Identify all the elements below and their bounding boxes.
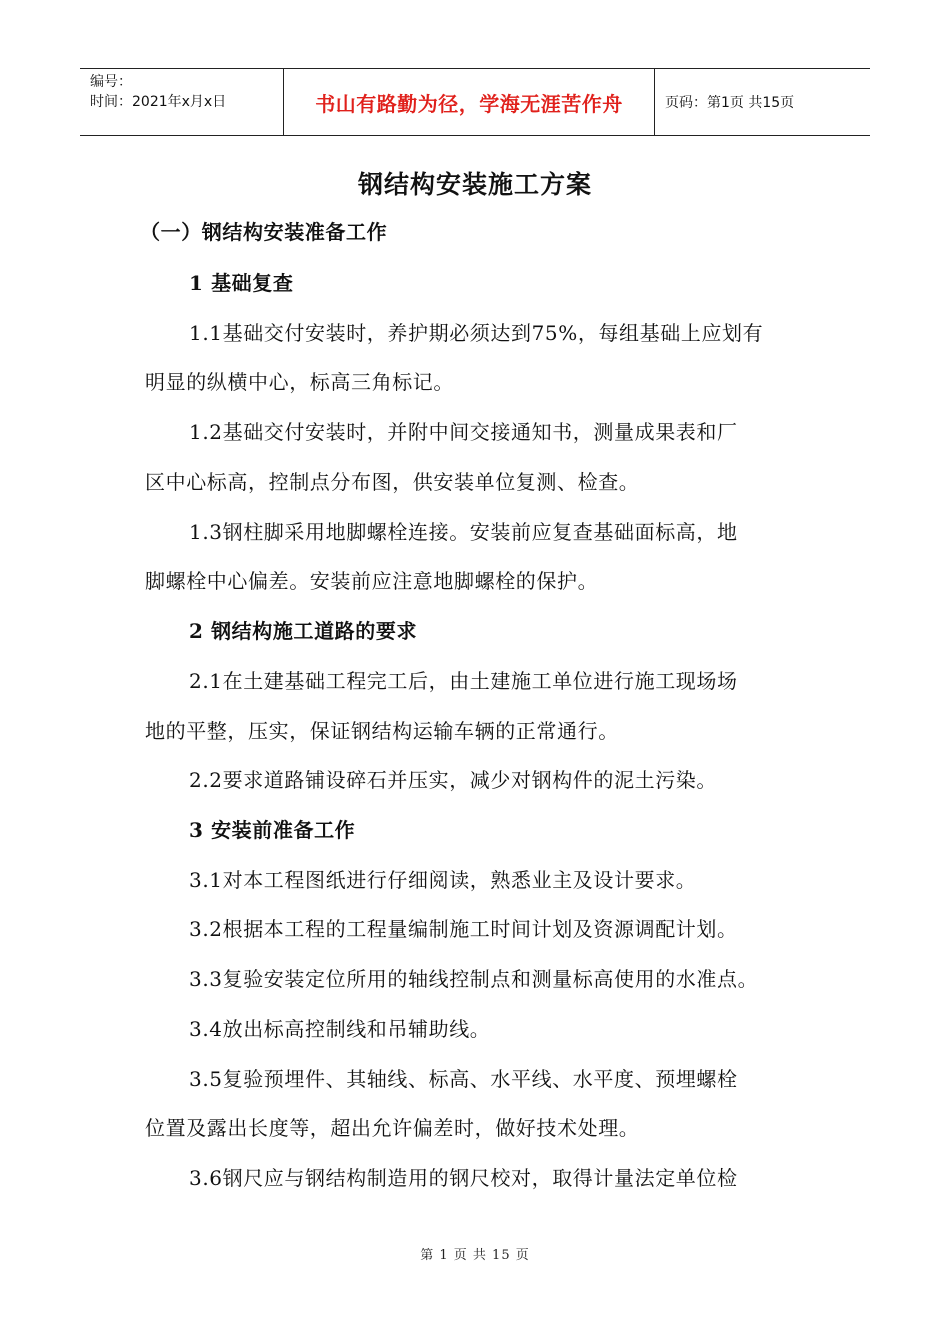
paragraph-line: 3.4放出标高控制线和吊辅助线。 [189, 1017, 491, 1041]
paragraph-line: 3.6钢尺应与钢结构制造用的钢尺校对，取得计量法定单位检 [189, 1166, 738, 1190]
paragraph-line: 1.3钢柱脚采用地脚螺栓连接。安装前应复查基础面标高，地 [189, 520, 738, 544]
page-footer: 第 1 页 共 15 页 [420, 1248, 530, 1263]
paragraph-line: 1.1基础交付安装时，养护期必须达到75%，每组基础上应划有 [189, 321, 764, 345]
header-motto: 书山有路勤为径，学海无涯苦作舟 [283, 69, 655, 135]
paragraph-line: 位置及露出长度等，超出允许偏差时，做好技术处理。 [145, 1116, 640, 1140]
paragraph-line: 3.1对本工程图纸进行仔细阅读，熟悉业主及设计要求。 [189, 868, 697, 892]
page-header [80, 68, 870, 136]
paragraph-line: 区中心标高，控制点分布图，供安装单位复测、检查。 [145, 470, 640, 494]
paragraph-line: 明显的纵横中心，标高三角标记。 [145, 370, 454, 394]
header-meta [80, 69, 283, 135]
section-heading: （一）钢结构安装准备工作 [140, 220, 388, 244]
paragraph-line: 地的平整，压实，保证钢结构运输车辆的正常通行。 [145, 719, 619, 743]
paragraph-line: 2.1在土建基础工程完工后，由土建施工单位进行施工现场场 [189, 669, 738, 693]
header-page-label: 页码：第1页 共15页 [665, 95, 795, 111]
document-title: 钢结构安装施工方案 [357, 170, 592, 199]
paragraph-line: 3.5复验预埋件、其轴线、标高、水平线、水平度、预埋螺栓 [189, 1067, 738, 1091]
number-label: 编号： [90, 74, 132, 90]
paragraph-line: 1.2基础交付安装时，并附中间交接通知书，测量成果表和厂 [189, 420, 738, 444]
paragraph-line: 脚螺栓中心偏差。安装前应注意地脚螺栓的保护。 [145, 569, 599, 593]
subsection-heading: 1 基础复查 [189, 271, 294, 295]
subsection-heading: 3 安装前准备工作 [189, 818, 356, 842]
paragraph-line: 3.2根据本工程的工程量编制施工时间计划及资源调配计划。 [189, 917, 738, 941]
paragraph-line: 3.3复验安装定位所用的轴线控制点和测量标高使用的水准点。 [189, 967, 759, 991]
time-label: 时间：2021年x月x日 [90, 94, 227, 110]
subsection-heading: 2 钢结构施工道路的要求 [189, 619, 418, 643]
paragraph-line: 2.2要求道路铺设碎石并压实，减少对钢构件的泥土污染。 [189, 768, 718, 792]
